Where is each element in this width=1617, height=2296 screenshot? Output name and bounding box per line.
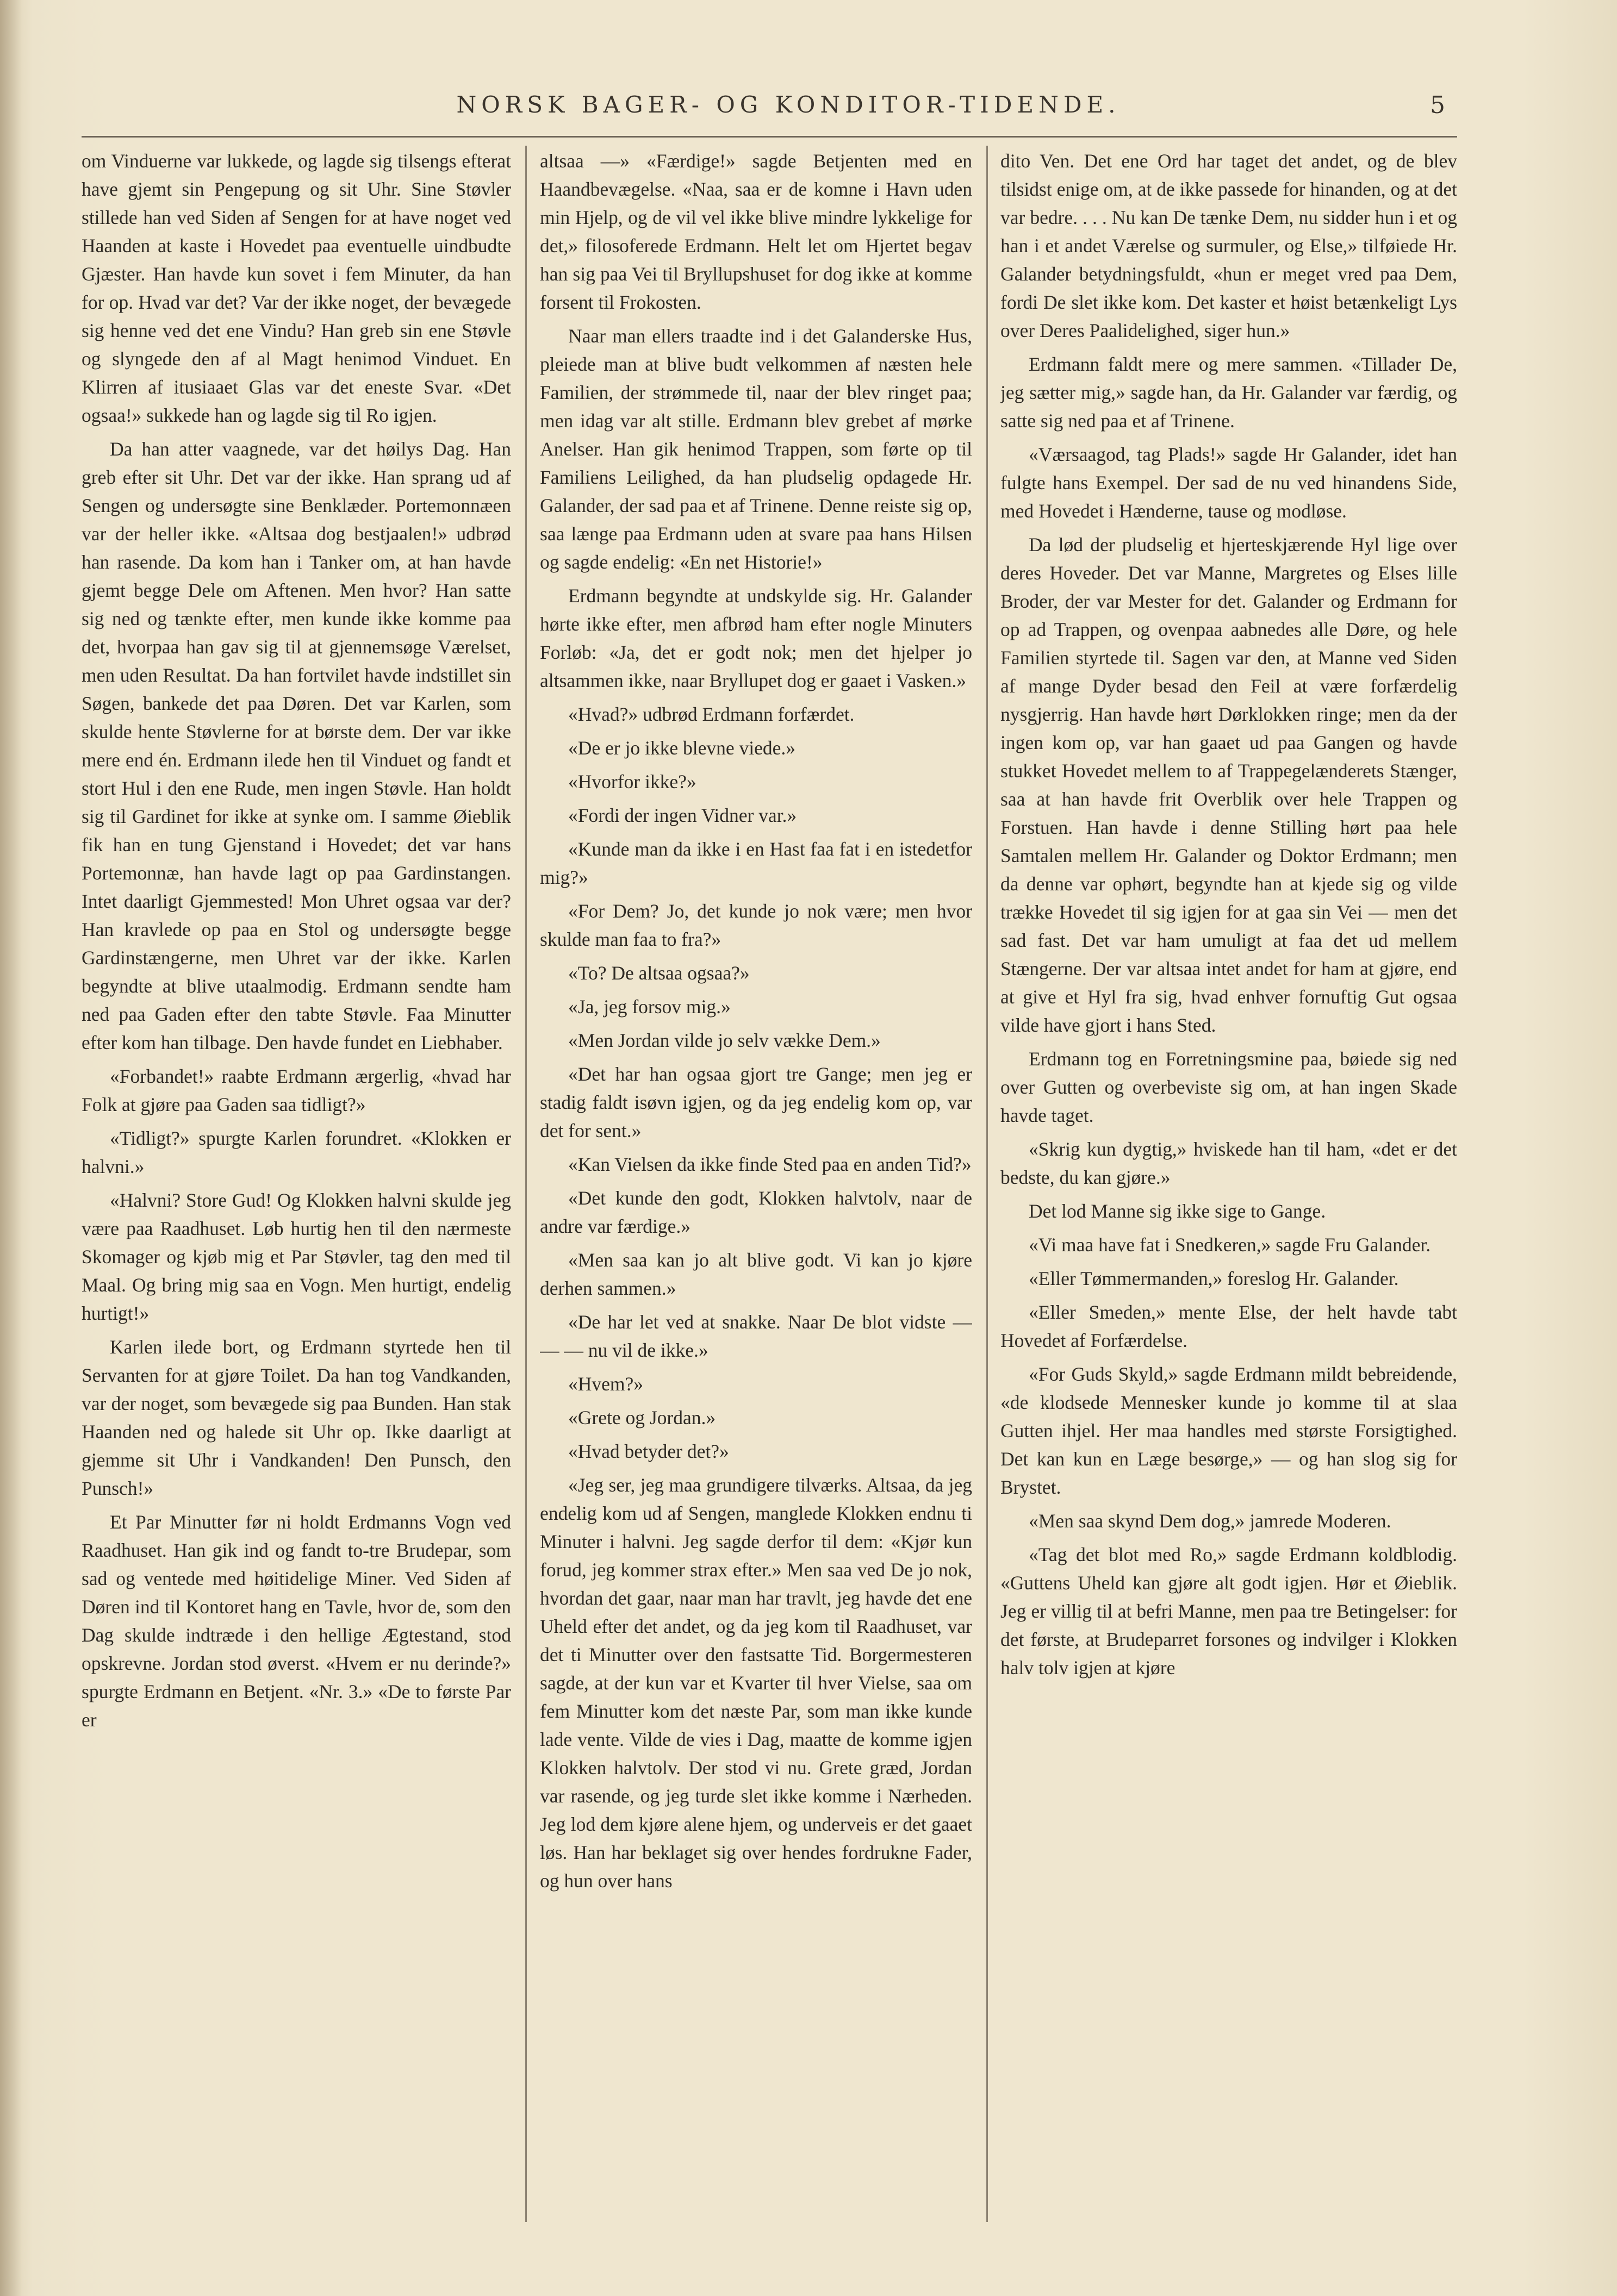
paragraph: altsaa —» «Færdige!» sagde Betjenten med en Haandbevægelse. «Naa, saa er de komne i Havn uden min Hjelp, og de vil vel ikke blive mindre lykkelige for det,» filosoferede Erdmann. Helt let om Hjertet begav han sig paa Vei til Bryllupshuset for dog ikke at komme forsent til Frokosten. — [540, 150, 972, 313]
paragraph: «De er jo ikke blevne viede.» — [568, 737, 795, 759]
paragraph: «Værsaagod, tag Plads!» sagde Hr Galander, idet han fulgte hans Exempel. Der sad de nu ved hinandens Side, med Hovedet i Hænderne, tause og modløse. — [1000, 444, 1457, 522]
text-column-3 — [1000, 147, 1457, 2212]
paragraph: «De har let ved at snakke. Naar De blot vidste — — — nu vil de ikke.» — [540, 1311, 972, 1361]
paragraph: «Men saa skynd Dem dog,» jamrede Moderen. — [1029, 1510, 1391, 1532]
paragraph: «For Guds Skyld,» sagde Erdmann mildt bebreidende, «de klodsede Mennesker kunde jo komme til at slaa Gutten ihjel. Her maa handles med største Forsigtighed. Det kan kun en Læge besørge,» — og han slog sig for Brystet. — [1000, 1363, 1457, 1498]
paragraph: «Det har han ogsaa gjort tre Gange; men jeg er stadig faldt isøvn igjen, og da jeg endelig kom op, var det for sent.» — [540, 1063, 972, 1141]
paragraph: «Eller Smeden,» mente Else, der helt havde tabt Hovedet af Forfærdelse. — [1000, 1301, 1457, 1351]
paragraph: Da lød der pludselig et hjerteskjærende Hyl lige over deres Hoveder. Det var Manne, Margretes og Elses lille Broder, der var Mester for det. Galander og Erdmann for op ad Trappen, og ovenpaa aabnedes alle Døre, og hele Familien styrtede til. Sagen var den, at Manne ved Siden af mange Dyder besad den Feil at være forfærdelig nysgjerrig. Han havde hørt Dørklokken ringe; men da der ingen kom op, var han gaaet ud paa Gangen og havde stukket Hovedet mellem to af Trappegelænderets Stænger, saa at han havde frit Overblik over hele Trappen og Forstuen. Han havde i denne Stilling hørt paa hele Samtalen mellem Hr. Galander og Doktor Erdmann; men da denne var ophørt, begyndte han at kjede sig og vilde trække Hovedet til sig igjen for at gaa sin Vei — men det sad fast. Det var ham umuligt at faa det ud mellem Stængerne. Der var altsaa intet andet for ham at gjøre, end at give et Hyl fra sig, hvad enhver fornuftig Gut ogsaa vilde have gjort i hans Sted. — [1000, 534, 1457, 1036]
paragraph: Da han atter vaagnede, var det høilys Dag. Han greb efter sit Uhr. Det var der ikke. Han sprang ud af Sengen og undersøgte sine Benklæder. Portemonnæen var der heller ikke. «Altsaa dog bestjaalen!» udbrød han rasende. Da kom han i Tanker om, at han havde gjemt begge Dele om Aftenen. Men hvor? Han satte sig ned og tænkte efter, men kunde ikke komme paa det, hvorpaa han gav sig til at gjennemsøge Værelset, men uden Resultat. Da han fortvilet havde indstillet sin Søgen, bankede det paa Døren. Det var Karlen, som skulde hente Støvlerne for at børste dem. Der var ikke mere end én. Erdmann ilede hen til Vinduet og fandt et stort Hul i den ene Rude, men ingen Støvle. Han holdt sig til Gardinet for ikke at synke om. I samme Øieblik fik han en tung Gjenstand i Hovedet; det var hans Portemonnæ, han havde lagt op paa Gardinstangen. Intet daarligt Gjemmested! Mon Uhret ogsaa var der? Han kravlede op paa en Stol og undersøgte begge Gardinstængerne, men Uhret var der ikke. Karlen begyndte at blive utaalmodig. Erdmann sendte ham ned paa Gaden efter den tabte Støvle. Faa Minutter efter kom han tilbage. Den havde fundet en Liebhaber. — [82, 438, 511, 1053]
paragraph: «Forbandet!» raabte Erdmann ærgerlig, «hvad har Folk at gjøre paa Gaden saa tidligt?» — [82, 1065, 511, 1115]
paragraph: «Vi maa have fat i Snedkeren,» sagde Fru Galander. — [1029, 1234, 1431, 1256]
page-number: 5 — [1430, 91, 1445, 119]
paragraph: Naar man ellers traadte ind i det Galanderske Hus, pleiede man at blive budt velkommen af næsten hele Familien, der strømmede til, naar der blev ringet paa; men idag var alt stille. Erdmann blev grebet af mørke Anelser. Han gik henimod Trappen, som førte op til Familiens Leilighed, da han pludselig opdagede Hr. Galander, der sad paa et af Trinene. Denne reiste sig op, saa længe paa Erdmann uden at svare paa hans Hilsen og sagde endelig: «En net Historie!» — [540, 325, 972, 573]
paragraph: «Halvni? Store Gud! Og Klokken halvni skulde jeg være paa Raadhuset. Løb hurtig hen til den nærmeste Skomager og kjøb mig et Par Støvler, tag den med til Maal. Og bring mig saa en Vogn. Men hurtigt, endelig hurtigt!» — [82, 1189, 511, 1324]
running-title: NORSK BAGER- OG KONDITOR-TIDENDE. — [456, 91, 1121, 118]
paragraph: Karlen ilede bort, og Erdmann styrtede hen til Servanten for at gjøre Toilet. Da han tog Vandkanden, var der noget, som bevægede sig paa Bunden. Han stak Haanden ned og halede sit Uhr op. Ikke daarligt at gjemme sit Uhr i Vandkanden! Den Punsch, den Punsch!» — [82, 1336, 511, 1499]
paragraph: «Skrig kun dygtig,» hviskede han til ham, «det er det bedste, du kan gjøre.» — [1000, 1138, 1457, 1188]
page-edge-shadow — [0, 0, 22, 2296]
text-column-1 — [82, 147, 511, 2212]
running-head — [0, 91, 1617, 124]
paragraph: «Tidligt?» spurgte Karlen forundret. «Klokken er halvni.» — [82, 1127, 511, 1177]
paragraph: «Hvorfor ikke?» — [568, 771, 696, 793]
column-divider-2 — [986, 146, 988, 2222]
paragraph: «Men Jordan vilde jo selv vække Dem.» — [568, 1030, 881, 1051]
paragraph: «Tag det blot med Ro,» sagde Erdmann koldblodig. «Guttens Uheld kan gjøre alt godt igjen. Hør et Øieblik. Jeg er villig til at befri Manne, men paa tre Betingelser: for det første, at Brudeparret forsones og indvilger i Klokken halv tolv igjen at kjøre — [1000, 1544, 1457, 1679]
paragraph: «Fordi der ingen Vidner var.» — [568, 804, 797, 826]
paragraph: «Ja, jeg forsov mig.» — [568, 996, 731, 1018]
paragraph: «Kan Vielsen da ikke finde Sted paa en anden Tid?» — [568, 1153, 972, 1175]
paragraph: Det lod Manne sig ikke sige to Gange. — [1029, 1200, 1326, 1222]
column-divider-1 — [525, 146, 527, 2222]
paragraph: «Men saa kan jo alt blive godt. Vi kan jo kjøre derhen sammen.» — [540, 1249, 972, 1299]
paragraph: Erdmann tog en Forretningsmine paa, bøiede sig ned over Gutten og overbeviste sig om, at han ingen Skade havde taget. — [1000, 1048, 1457, 1126]
paragraph: «Det kunde den godt, Klokken halvtolv, naar de andre var færdige.» — [540, 1187, 972, 1237]
paragraph: «Kunde man da ikke i en Hast faa fat i en istedetfor mig?» — [540, 838, 972, 888]
paragraph: «Hvad?» udbrød Erdmann forfærdet. — [568, 703, 855, 725]
paragraph: «Hvem?» — [568, 1373, 644, 1395]
paragraph: Et Par Minutter før ni holdt Erdmanns Vogn ved Raadhuset. Han gik ind og fandt to-tre Brudepar, som sad og ventede med høitidelige Miner. Ved Siden af Døren ind til Kontoret hang en Tavle, hvor de, som den Dag skulde indtræde i den hellige Ægtestand, stod opskrevne. Jordan stod øverst. «Hvem er nu derinde?» spurgte Erdmann en Betjent. «Nr. 3.» «De to første Par er — [82, 1511, 511, 1731]
paragraph: «Grete og Jordan.» — [568, 1407, 716, 1428]
header-rule — [82, 136, 1457, 138]
text-column-2 — [540, 147, 972, 2212]
paragraph: Erdmann faldt mere og mere sammen. «Tillader De, jeg sætter mig,» sagde han, da Hr. Galander var færdig, og satte sig ned paa et af Trinene. — [1000, 353, 1457, 432]
paragraph: Erdmann begyndte at undskylde sig. Hr. Galander hørte ikke efter, men afbrød ham efter nogle Minuters Forløb: «Ja, det er godt nok; men det hjelper jo altsammen ikke, naar Bryllupet dog er gaaet i Vasken.» — [540, 585, 972, 691]
paragraph: dito Ven. Det ene Ord har taget det andet, og de blev tilsidst enige om, at de ikke passede for hinanden, og at det var bedre. . . . Nu kan De tænke Dem, nu sidder hun i et og han i et andet Værelse og surmuler, og Else,» tilføiede Hr. Galander betydningsfuldt, «hun er meget vred paa Dem, fordi De slet ikke kom. Det kaster et høist betænkeligt Lys over Deres Paalidelighed, siger hun.» — [1000, 150, 1457, 341]
paragraph: «Eller Tømmermanden,» foreslog Hr. Galander. — [1029, 1268, 1399, 1289]
paragraph: «For Dem? Jo, det kunde jo nok være; men hvor skulde man faa to fra?» — [540, 900, 972, 950]
paragraph: om Vinduerne var lukkede, og lagde sig tilsengs efterat have gjemt sin Pengepung og sit Uhr. Sine Støvler stillede han ved Siden af Sengen for at have noget ved Haanden at kaste i Hovedet paa eventuelle uindbudte Gjæster. Han havde kun sovet i fem Minuter, da han for op. Hvad var det? Var der ikke noget, der bevægede sig henne ved det ene Vindu? Han greb sin ene Støvle og slyngede den af al Magt henimod Vinduet. En Klirren af itusiaaet Glas var det eneste Svar. «Det ogsaa!» sukkede han og lagde sig til Ro igjen. — [82, 150, 511, 426]
paragraph: «Jeg ser, jeg maa grundigere tilværks. Altsaa, da jeg endelig kom ud af Sengen, manglede Klokken endnu ti Minuter i halvni. Jeg sagde derfor til dem: «Kjør kun forud, jeg kommer strax efter.» Men saa ved De jo nok, hvordan det gaar, naar man har travlt, jeg havde det ene Uheld efter det andet, og da jeg kom til Raadhuset, var det ti Minutter over den fastsatte Tid. Borgermesteren sagde, at der kun var et Kvarter til hver Vielse, saa om fem Minutter kom det næste Par, som man ikke kunde lade vente. Vilde de vies i Dag, maatte de komme igjen Klokken halvtolv. Der stod vi nu. Grete græd, Jordan var rasende, og jeg turde slet ikke komme i Nærheden. Jeg lod dem kjøre alene hjem, og underveis er det gaaet løs. Han har beklaget sig over hendes fordrukne Fader, og hun over hans — [540, 1474, 972, 1892]
paragraph: «To? De altsaa ogsaa?» — [568, 962, 750, 984]
paragraph: «Hvad betyder det?» — [568, 1440, 729, 1462]
